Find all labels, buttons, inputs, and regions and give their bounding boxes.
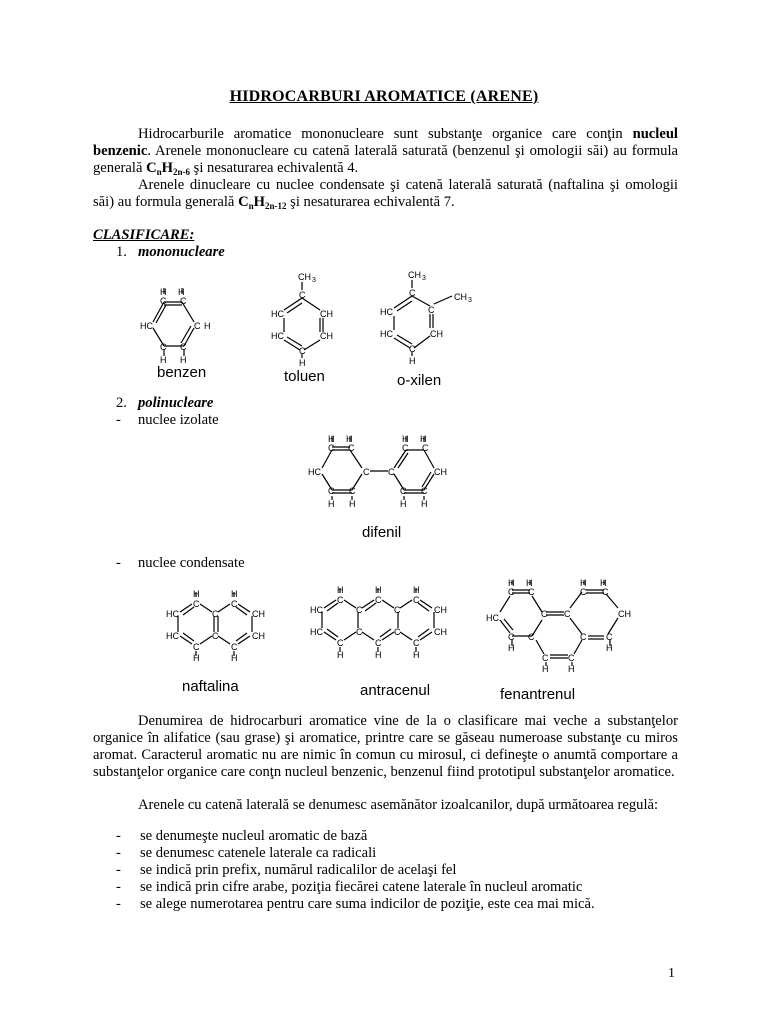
atom-label: C [413, 638, 420, 648]
dash: - [116, 412, 121, 428]
atom-label: C [299, 346, 306, 356]
atom-label: H [413, 586, 420, 595]
atom-label: C [541, 609, 548, 619]
atom-label: HC [166, 631, 179, 641]
dash: - [116, 845, 121, 861]
caption-fenantrenul: fenantrenul [500, 686, 576, 703]
list-item [116, 896, 686, 913]
item-2-label: polinucleare [138, 395, 214, 411]
formula-subscript: 2n-12 [264, 201, 287, 211]
atom-label: H [160, 288, 167, 297]
difenil-structure [306, 434, 458, 508]
atom-label: H [421, 499, 428, 508]
atom-label: C [394, 605, 401, 615]
atom-label: H [328, 499, 335, 508]
bold-term: nucleul benzenic [93, 126, 678, 159]
atom-label: C [348, 443, 355, 453]
atom-label: CH [408, 270, 421, 280]
atom-label: C [193, 642, 200, 652]
list-item-text: se indică prin cifre arabe, poziţia fiecărei catene laterale în nucleul aromatic [140, 879, 583, 895]
caption-benzen: benzen [157, 364, 207, 381]
dash: - [116, 555, 121, 571]
atom-label: H [375, 650, 382, 660]
atom-label: H [580, 578, 587, 588]
antracenul-structure [310, 586, 460, 660]
atom-label: C [422, 443, 429, 453]
atom-label: H [400, 499, 407, 508]
caption-toluen: toluen [284, 368, 325, 385]
atom-label: HC [166, 609, 179, 619]
atom-label: C [421, 486, 428, 496]
denumire-paragraph-2: Arenele cu catenă laterală se denumesc asemănător izoalcanilor, după următoarea regulă: [138, 797, 659, 813]
atom-label: C [542, 653, 549, 663]
item-1-number: 1. [116, 244, 127, 260]
dash: - [116, 862, 121, 878]
atom-label: HC [380, 307, 393, 317]
atom-subscript: 3 [422, 275, 426, 282]
atom-label: CH [252, 631, 265, 641]
atom-label: C [528, 632, 535, 642]
atom-label: H [600, 578, 607, 588]
atom-label: HC [271, 331, 284, 341]
atom-label: C [394, 627, 401, 637]
atom-subscript: 3 [468, 297, 472, 304]
atom-label: H [299, 358, 306, 368]
naftalina-structure [166, 590, 276, 662]
list-item [116, 845, 686, 862]
atom-label: H [193, 653, 200, 662]
atom-label: C [160, 296, 167, 306]
atom-label: HC [310, 605, 323, 615]
caption-o-xilen: o-xilen [397, 372, 442, 389]
atom-label: CH [434, 467, 447, 477]
atom-label: CH [434, 627, 447, 637]
item-2-number: 2. [116, 395, 127, 411]
atom-label: C [413, 595, 420, 605]
atom-label: H [508, 643, 515, 653]
fenantrenul-structure [486, 576, 638, 672]
nuclee-condensate-label: nuclee condensate [138, 555, 245, 571]
caption-naftalina: naftalina [182, 678, 239, 695]
intro-paragraph-2 [93, 177, 678, 215]
list-item-text: se denumeşte nucleul aromatic de bază [140, 828, 368, 844]
atom-label: H [606, 643, 613, 653]
atom-label: C [193, 599, 200, 609]
atom-label: C [337, 595, 344, 605]
atom-label: C [363, 467, 370, 477]
formula-subscript: 2n-6 [173, 167, 191, 177]
atom-label: HC [271, 309, 284, 319]
denumire-paragraph-1: Denumirea de hidrocarburi aromatice vine de la o clasificare mai veche a substanţelor organice în alifatice (sau grase) şi aromatice, printre care se găseau numeroase substanţe cu miros aromat. Caracterul aromatic nu are nimic în comun cu mirosul, ci defineşte o anumtă comportare a substanţelor organice care conţn nucleul benzenic, benzenul fiind prototipul substanţelor aromatice. [93, 713, 678, 780]
atom-label: H [231, 590, 238, 599]
atom-label: C [606, 632, 613, 642]
atom-label: H [526, 578, 533, 588]
caption-antracenul: antracenul [360, 682, 431, 699]
formula-subscript: n [156, 167, 162, 177]
formula-h: H [161, 160, 173, 176]
atom-label: C [194, 321, 201, 331]
rules-list [116, 828, 686, 913]
atom-label: HC [310, 627, 323, 637]
atom-label: H [568, 664, 575, 672]
atom-label: C [375, 595, 382, 605]
atom-label: HC [140, 321, 153, 331]
atom-label: H [349, 499, 356, 508]
atom-label: H [346, 434, 353, 444]
intro-paragraph-1 [93, 126, 678, 181]
atom-label: C [356, 627, 363, 637]
caption-difenil: difenil [362, 524, 402, 541]
formula-h: H [253, 194, 265, 210]
atom-label: CH [252, 609, 265, 619]
atom-label: C [180, 296, 187, 306]
atom-label: H [193, 590, 200, 599]
atom-label: H [328, 434, 335, 444]
text-run: . Arenele mononucleare cu catenă laterală saturată (benzenul şi omologii săi) au formula generală [93, 143, 678, 176]
atom-label: CH [320, 309, 333, 319]
page-number: 1 [668, 966, 675, 981]
atom-label: HC [380, 329, 393, 339]
list-item [116, 828, 686, 845]
atom-label: C [564, 609, 571, 619]
atom-label: C [328, 486, 335, 496]
list-item-text: se denumesc catenele laterale ca radicali [140, 845, 377, 861]
atom-label: H [337, 586, 344, 595]
dash: - [116, 896, 121, 912]
item-1-label: mononucleare [138, 244, 225, 260]
atom-label: C [231, 642, 238, 652]
text-run: Arenele dinucleare cu nuclee condensate şi catenă laterală saturată (naftalina şi omologii săi) au formula generală [93, 177, 678, 210]
atom-label: C [428, 305, 435, 315]
atom-label: H [409, 356, 416, 366]
text-run: şi nesaturarea echivalentă 7. [286, 194, 455, 210]
formula-c: C [238, 194, 249, 210]
atom-label: C [400, 486, 407, 496]
list-item [116, 879, 686, 896]
list-item-text: se indică prin prefix, numărul radicalilor de acelaşi fel [140, 862, 457, 878]
atom-label: H [413, 650, 420, 660]
atom-label: C [409, 344, 416, 354]
nuclee-izolate-label: nuclee izolate [138, 412, 219, 428]
atom-label: H [375, 586, 382, 595]
atom-label: C [388, 467, 395, 477]
atom-label: H [160, 355, 167, 364]
atom-label: H [337, 650, 344, 660]
atom-label: CH [298, 272, 311, 282]
list-item [116, 862, 686, 879]
list-item-text: se alege numerotarea pentru care suma indicilor de poziţie, este cea mai mică. [140, 896, 595, 912]
atom-label: C [580, 632, 587, 642]
atom-label: HC [486, 613, 499, 623]
atom-label: C [356, 605, 363, 615]
atom-label: H [204, 321, 211, 331]
atom-label: H [402, 434, 409, 444]
page-title: HIDROCARBURI AROMATICE (ARENE) [229, 88, 539, 105]
atom-label: C [409, 288, 416, 298]
atom-label: C [160, 342, 167, 352]
atom-label: H [542, 664, 549, 672]
toluen-structure [268, 268, 350, 368]
atom-label: C [508, 632, 515, 642]
atom-label: C [602, 587, 609, 597]
atom-subscript: 3 [312, 277, 316, 284]
dash: - [116, 879, 121, 895]
atom-label: H [180, 355, 187, 364]
atom-label: C [580, 587, 587, 597]
atom-label: H [508, 578, 515, 588]
benzen-structure [136, 288, 224, 364]
atom-label: C [375, 638, 382, 648]
atom-label: C [402, 443, 409, 453]
atom-label: CH [430, 329, 443, 339]
atom-label: C [337, 638, 344, 648]
atom-label: C [231, 599, 238, 609]
clasificare-heading: CLASIFICARE: [93, 227, 195, 243]
atom-label: C [328, 443, 335, 453]
atom-label: C [568, 653, 575, 663]
atom-label: CH [454, 292, 467, 302]
atom-label: CH [434, 605, 447, 615]
atom-label: H [178, 288, 185, 297]
dash: - [116, 828, 121, 844]
atom-label: C [349, 486, 356, 496]
atom-label: C [299, 290, 306, 300]
atom-label: H [420, 434, 427, 444]
atom-label: C [212, 631, 219, 641]
atom-label: H [231, 653, 238, 662]
o-xilen-structure [374, 266, 478, 370]
atom-label: CH [618, 609, 631, 619]
atom-label: C [212, 609, 219, 619]
atom-label: C [180, 342, 187, 352]
atom-label: CH [320, 331, 333, 341]
formula-subscript: n [248, 201, 254, 211]
atom-label: C [508, 587, 515, 597]
atom-label: HC [308, 467, 321, 477]
formula-c: C [146, 160, 157, 176]
text-run: şi nesaturarea echivalentă 4. [190, 160, 359, 176]
atom-label: C [528, 587, 535, 597]
text-run: Hidrocarburile aromatice mononucleare sunt substanţe organice care conţin [138, 126, 633, 142]
